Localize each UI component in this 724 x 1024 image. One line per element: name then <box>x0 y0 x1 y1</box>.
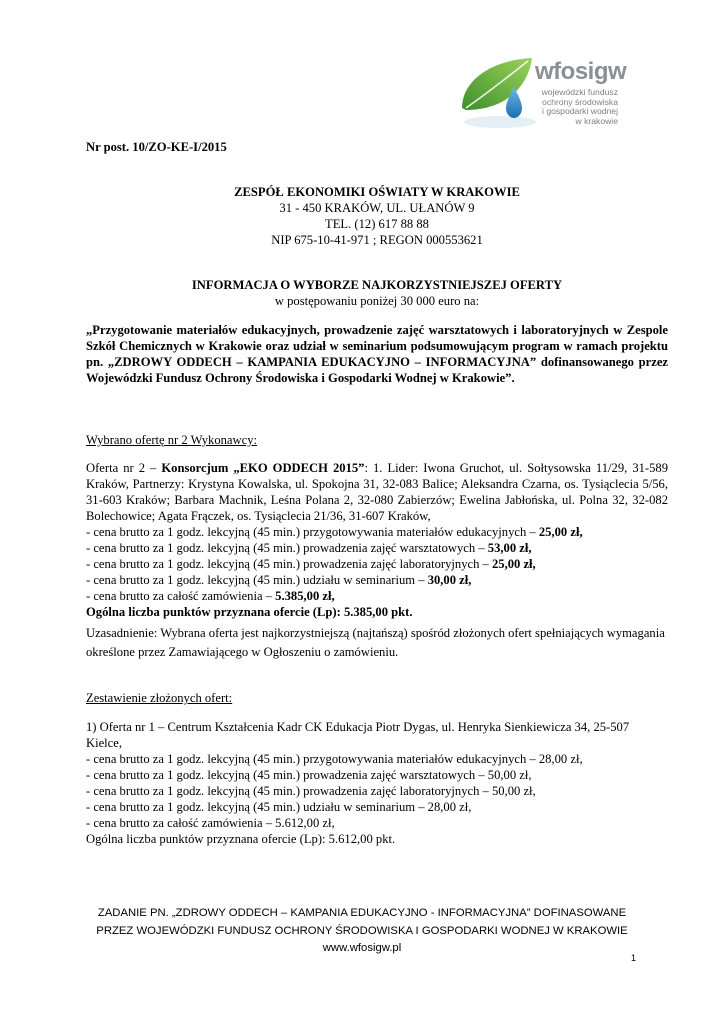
price-line: - cena brutto za 1 godz. lekcyjną (45 min.) udziału w seminarium – 30,00 zł, <box>86 573 472 587</box>
offer-prefix: Oferta nr 2 – <box>86 461 162 475</box>
reference-number: Nr post. 10/ZO-KE-I/2015 <box>86 140 227 154</box>
offer1-line: - cena brutto za 1 godz. lekcyjną (45 min.) prowadzenia zajęć laboratoryjnych – 50,00 zł, <box>86 784 536 798</box>
offer-name: Konsorcjum „EKO ODDECH 2015” <box>161 461 365 475</box>
institution-block <box>86 184 668 248</box>
price-line: - cena brutto za 1 godz. lekcyjną (45 min.) przygotowywania materiałów edukacyjnych – 25,00 zł, <box>86 525 583 539</box>
logo-desc-line: i gospodarki wodnej <box>542 106 618 117</box>
page-number: 1 <box>631 953 637 963</box>
price-line: - cena brutto za 1 godz. lekcyjną (45 min.) prowadzenia zajęć warsztatowych – 53,00 zł, <box>86 541 532 555</box>
logo-desc-line: w krakowie <box>575 115 618 126</box>
institution-name: ZESPÓŁ EKONOMIKI OŚWIATY W KRAKOWIE <box>234 185 520 199</box>
wfosigw-logo <box>452 52 632 134</box>
footer-website: www.wfosigw.pl <box>322 942 402 954</box>
logo-description <box>532 88 618 126</box>
offer-details: : 1. Lider: Iwona Gruchot, ul. Sołtysowska 11/29, 31-589 Kraków, Partnerzy: Krystyna Kowalska, ul. Spokojna 31, 32-083 Balice; Aleksandra Czarna, os. Tysiąclecia 5/56, 31-603 Kraków; Barbara Machnik, Leśna Polana 2, 32-080 Zabierzów; Ewelina Jabłońska, ul. Polna 32, 32-082 Bolechowice; Agata Frączek, os. Tysiąclecia 21/36, 31-607 Kraków, <box>86 461 668 523</box>
offer1-line: - cena brutto za 1 godz. lekcyjną (45 min.) prowadzenia zajęć warsztatowych – 50,00 zł, <box>86 768 532 782</box>
institution-phone: TEL. (12) 617 88 88 <box>325 217 429 231</box>
offer1-line: - cena brutto za całość zamówienia – 5.612,00 zł, <box>86 816 335 830</box>
offer1-line: - cena brutto za 1 godz. lekcyjną (45 min.) udziału w seminarium – 28,00 zł, <box>86 800 472 814</box>
logo-desc-line: wojewódzki fundusz <box>541 87 618 97</box>
winner-heading: Wybrano ofertę nr 2 Wykonawcy: <box>86 433 258 447</box>
offer1-line: - cena brutto za 1 godz. lekcyjną (45 min.) przygotowywania materiałów edukacyjnych – 28,00 zł, <box>86 752 583 766</box>
notice-block <box>86 277 668 309</box>
price-value: 25,00 zł, <box>491 557 536 571</box>
price-value: 53,00 zł, <box>487 541 532 555</box>
price-line: - cena brutto za całość zamówienia – 5.385,00 zł, <box>86 589 335 603</box>
order-subject: „Przygotowanie materiałów edukacyjnych, prowadzenie zajęć warsztatowych i laboratoryjnych w Zespole Szkół Chemicznych w Krakowie oraz udział w seminarium podsumowującym program w ramach projektu pn. „ZDROWY ODDECH – KAMPANIA EDUKACYJNO – INFORMACYJNA” dofinansowanego przez Wojewódzki Fundusz Ochrony Środowiska i Gospodarki Wodnej w Krakowie”. <box>86 323 668 385</box>
offer1-line: Ogólna liczba punktów przyznana ofercie (Lp): 5.612,00 pkt. <box>86 832 396 846</box>
logo-desc-line: ochrony środowiska <box>542 96 618 107</box>
logo-brand-text: wfosigw <box>535 58 627 85</box>
price-value: 25,00 zł, <box>538 525 583 539</box>
justification: Uzasadnienie: Wybrana oferta jest najkorzystniejszą (najtańszą) spośród złożonych ofert spełniających wymagania określone przez Zamawiającego w Ogłoszeniu o zamówieniu. <box>86 626 665 659</box>
notice-title: INFORMACJA O WYBORZE NAJKORZYSTNIEJSZEJ OFERTY <box>191 278 563 292</box>
winner-offer-description <box>86 460 668 524</box>
price-value: 30,00 zł, <box>427 573 472 587</box>
summary-heading: Zestawienie złożonych ofert: <box>86 691 233 705</box>
summary-offer-1 <box>86 719 668 847</box>
notice-subtitle: w postępowaniu poniżej 30 000 euro na: <box>274 294 480 308</box>
footer-line-2: PRZEZ WOJEWÓDZKI FUNDUSZ OCHRONY ŚRODOWISKA I GOSPODARKI WODNEJ W KRAKOWIE <box>96 924 628 937</box>
price-value: 5.385,00 zł, <box>275 589 335 603</box>
price-line: - cena brutto za 1 godz. lekcyjną (45 min.) prowadzenia zajęć laboratoryjnych – 25,00 zł, <box>86 557 536 571</box>
page-footer <box>0 905 724 958</box>
footer-line-1: ZADANIE PN. „ZDROWY ODDECH – KAMPANIA EDUKACYJNO - INFORMACYJNA” DOFINASOWANE <box>97 907 627 919</box>
offer1-header: 1) Oferta nr 1 – Centrum Kształcenia Kadr CK Edukacja Piotr Dygas, ul. Henryka Sienkiewicza 34, 25-507 Kielce, <box>86 720 630 750</box>
institution-ids: NIP 675-10-41-971 ; REGON 000553621 <box>271 233 483 247</box>
winner-points: Ogólna liczba punktów przyznana ofercie (Lp): 5.385,00 pkt. <box>86 605 413 619</box>
institution-address: 31 - 450 KRAKÓW, UL. UŁANÓW 9 <box>279 201 475 215</box>
leaf-drop-icon <box>452 52 542 134</box>
winner-offer <box>86 460 668 620</box>
